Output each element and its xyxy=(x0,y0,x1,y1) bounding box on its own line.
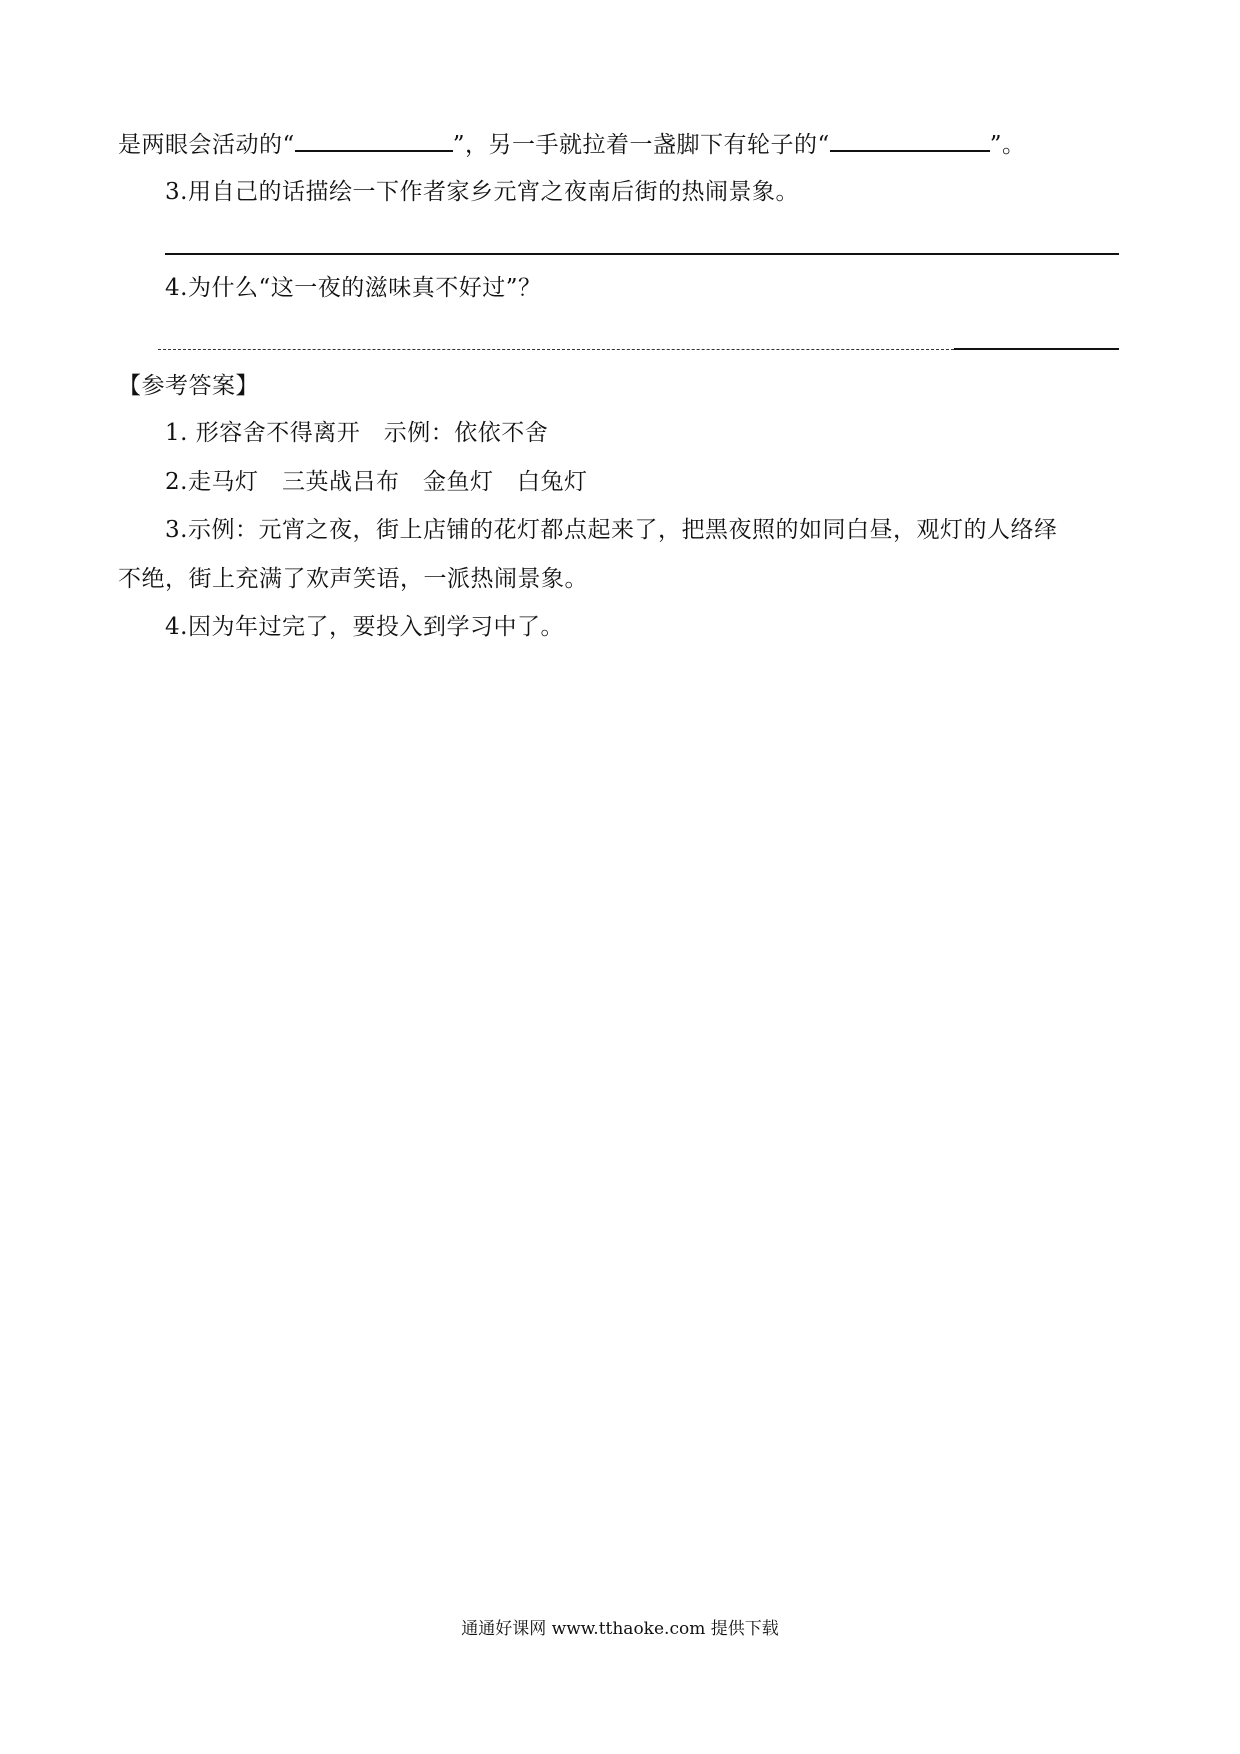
question-2-prefix: 是两眼会活动的“ xyxy=(118,132,295,158)
question-2-continuation xyxy=(118,128,1026,161)
question-2-middle: ”，另一手就拉着一盏脚下有轮子的“ xyxy=(452,132,830,158)
question-3-answer-line[interactable] xyxy=(165,253,1119,255)
question-4: 4.为什么“这一夜的滋味真不好过”？ xyxy=(165,275,542,301)
answer-3-line-1: 3.示例：元宵之夜，街上店铺的花灯都点起来了，把黑夜照的如同白昼，观灯的人络绎 xyxy=(165,517,1058,543)
question-2-suffix: ”。 xyxy=(989,132,1026,158)
question-4-answer-line-dashed[interactable] xyxy=(158,349,954,350)
answer-4: 4.因为年过完了，要投入到学习中了。 xyxy=(165,614,564,640)
answer-1: 1. 形容舍不得离开 示例：依依不舍 xyxy=(165,420,549,446)
answers-heading: 【参考答案】 xyxy=(118,373,259,399)
fill-blank-1[interactable] xyxy=(295,128,453,152)
question-3: 3.用自己的话描绘一下作者家乡元宵之夜南后街的热闹景象。 xyxy=(165,179,799,205)
page-footer: 通通好课网 www.tthaoke.com 提供下载 xyxy=(461,1619,779,1639)
question-4-answer-line-solid[interactable] xyxy=(954,348,1119,350)
answer-3-line-2: 不绝，街上充满了欢声笑语，一派热闹景象。 xyxy=(118,566,588,592)
answer-2: 2.走马灯 三英战吕布 金鱼灯 白兔灯 xyxy=(165,469,588,495)
fill-blank-2[interactable] xyxy=(830,128,990,152)
